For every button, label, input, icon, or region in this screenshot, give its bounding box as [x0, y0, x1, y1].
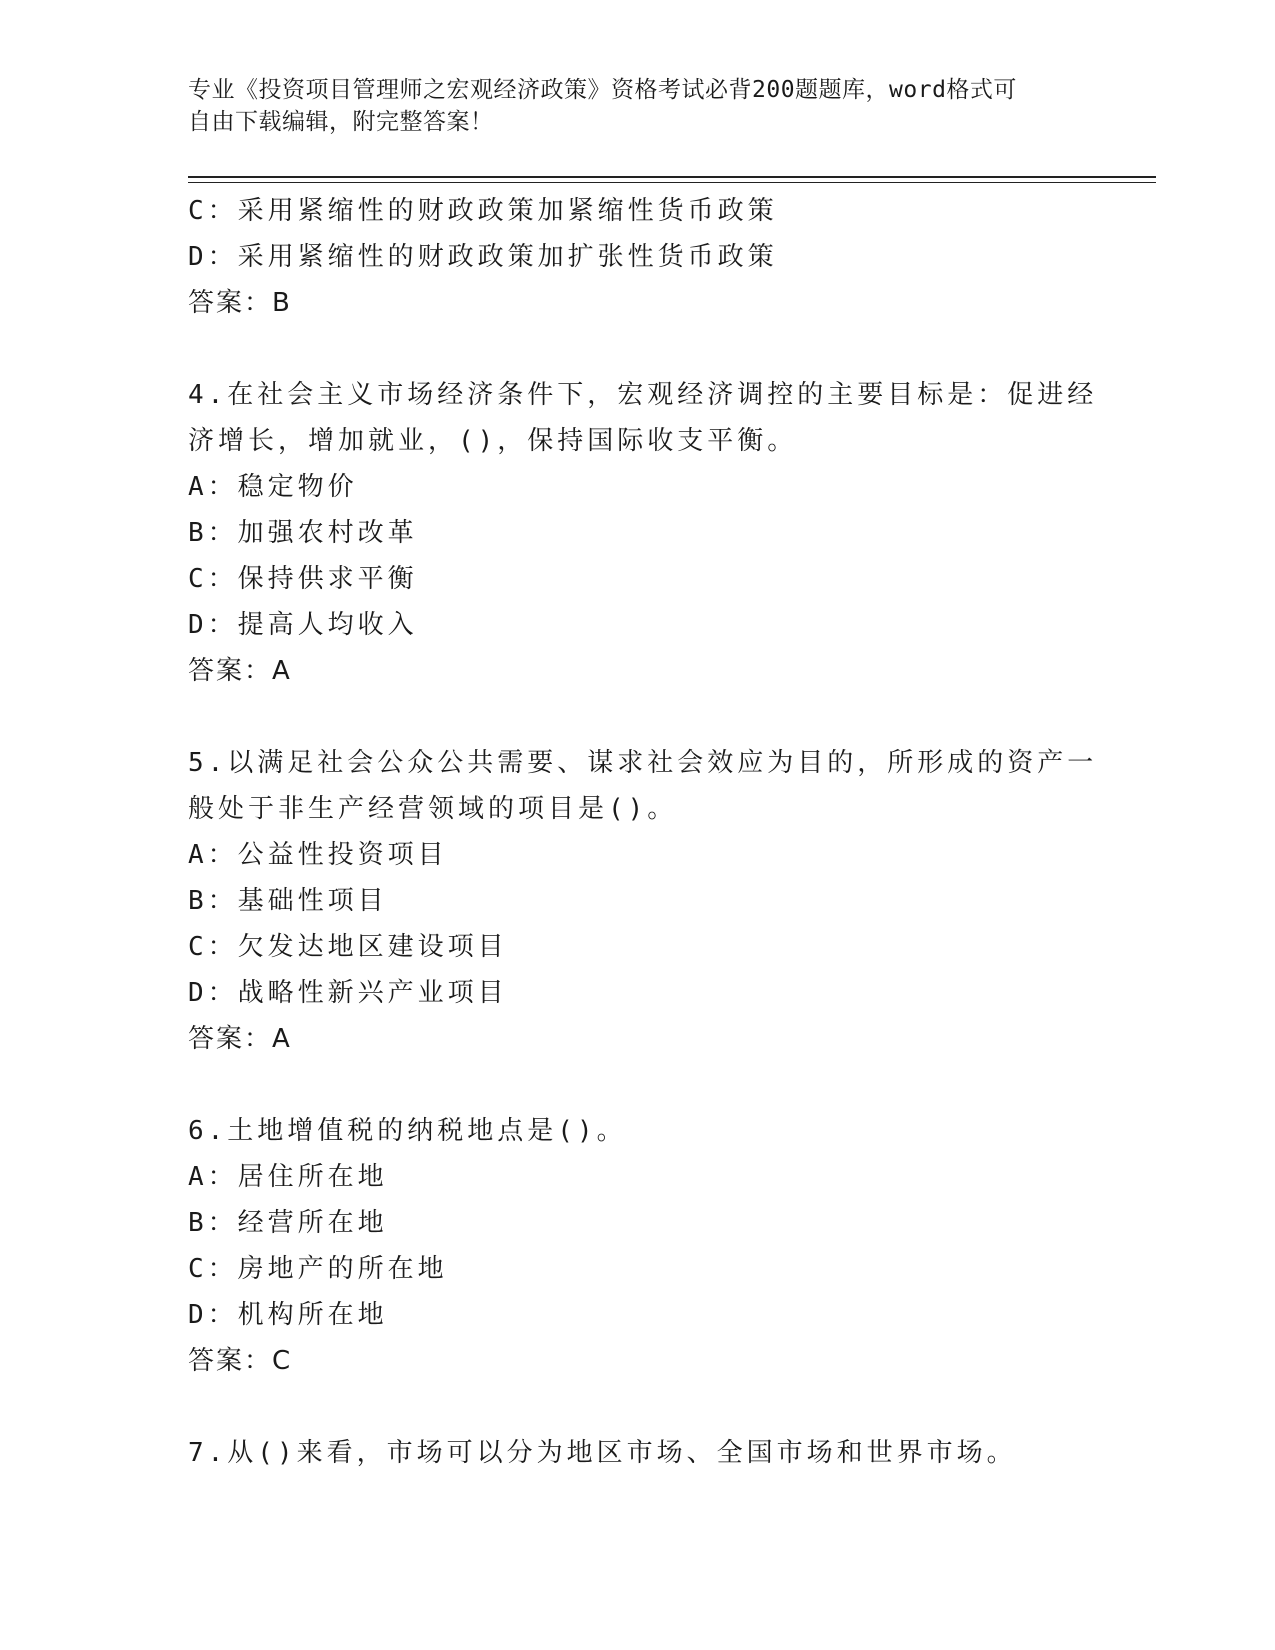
spacer — [188, 1384, 1148, 1430]
spacer — [188, 1062, 1148, 1108]
option-d: D：提高人均收入 — [188, 610, 418, 640]
spacer — [188, 694, 1148, 740]
option-c: C：采用紧缩性的财政政策加紧缩性货币政策 — [188, 196, 778, 226]
question-stem: 般处于非生产经营领域的项目是()。 — [188, 794, 678, 824]
question-3-tail — [188, 188, 1148, 326]
option-a: A：公益性投资项目 — [188, 840, 448, 870]
option-d: D：机构所在地 — [188, 1300, 388, 1330]
answer: 答案：A — [188, 656, 292, 686]
question-stem: 6.土地增值税的纳税地点是()。 — [188, 1116, 627, 1146]
header-title-line-2: 自由下载编辑，附完整答案！ — [188, 109, 494, 135]
option-b: B：基础性项目 — [188, 886, 388, 916]
option-c: C：保持供求平衡 — [188, 564, 418, 594]
answer: 答案：A — [188, 1024, 292, 1054]
header-rule-thick — [188, 176, 1156, 178]
option-d: D：战略性新兴产业项目 — [188, 978, 508, 1008]
question-7 — [188, 1430, 1148, 1476]
question-6 — [188, 1108, 1148, 1384]
option-c: C：房地产的所在地 — [188, 1254, 448, 1284]
option-d: D：采用紧缩性的财政政策加扩张性货币政策 — [188, 242, 778, 272]
option-a: A：稳定物价 — [188, 472, 358, 502]
option-c: C：欠发达地区建设项目 — [188, 932, 508, 962]
spacer — [188, 326, 1148, 372]
answer: 答案：B — [188, 288, 292, 318]
question-stem: 7.从()来看，市场可以分为地区市场、全国市场和世界市场。 — [188, 1438, 1017, 1468]
option-b: B：加强农村改革 — [188, 518, 418, 548]
question-stem: 4.在社会主义市场经济条件下，宏观经济调控的主要目标是：促进经 — [188, 380, 1098, 410]
option-a: A：居住所在地 — [188, 1162, 388, 1192]
answer: 答案：C — [188, 1346, 293, 1376]
header-title-line-1: 专业《投资项目管理师之宏观经济政策》资格考试必背200题题库，word格式可 — [188, 77, 1017, 103]
question-4 — [188, 372, 1148, 694]
document-header — [188, 74, 1088, 138]
option-b: B：经营所在地 — [188, 1208, 388, 1238]
question-stem: 济增长，增加就业，()，保持国际收支平衡。 — [188, 426, 798, 456]
question-5 — [188, 740, 1148, 1062]
question-content — [188, 188, 1148, 1476]
question-stem: 5.以满足社会公众公共需要、谋求社会效应为目的，所形成的资产一 — [188, 748, 1098, 778]
header-rule-thin — [188, 182, 1156, 183]
